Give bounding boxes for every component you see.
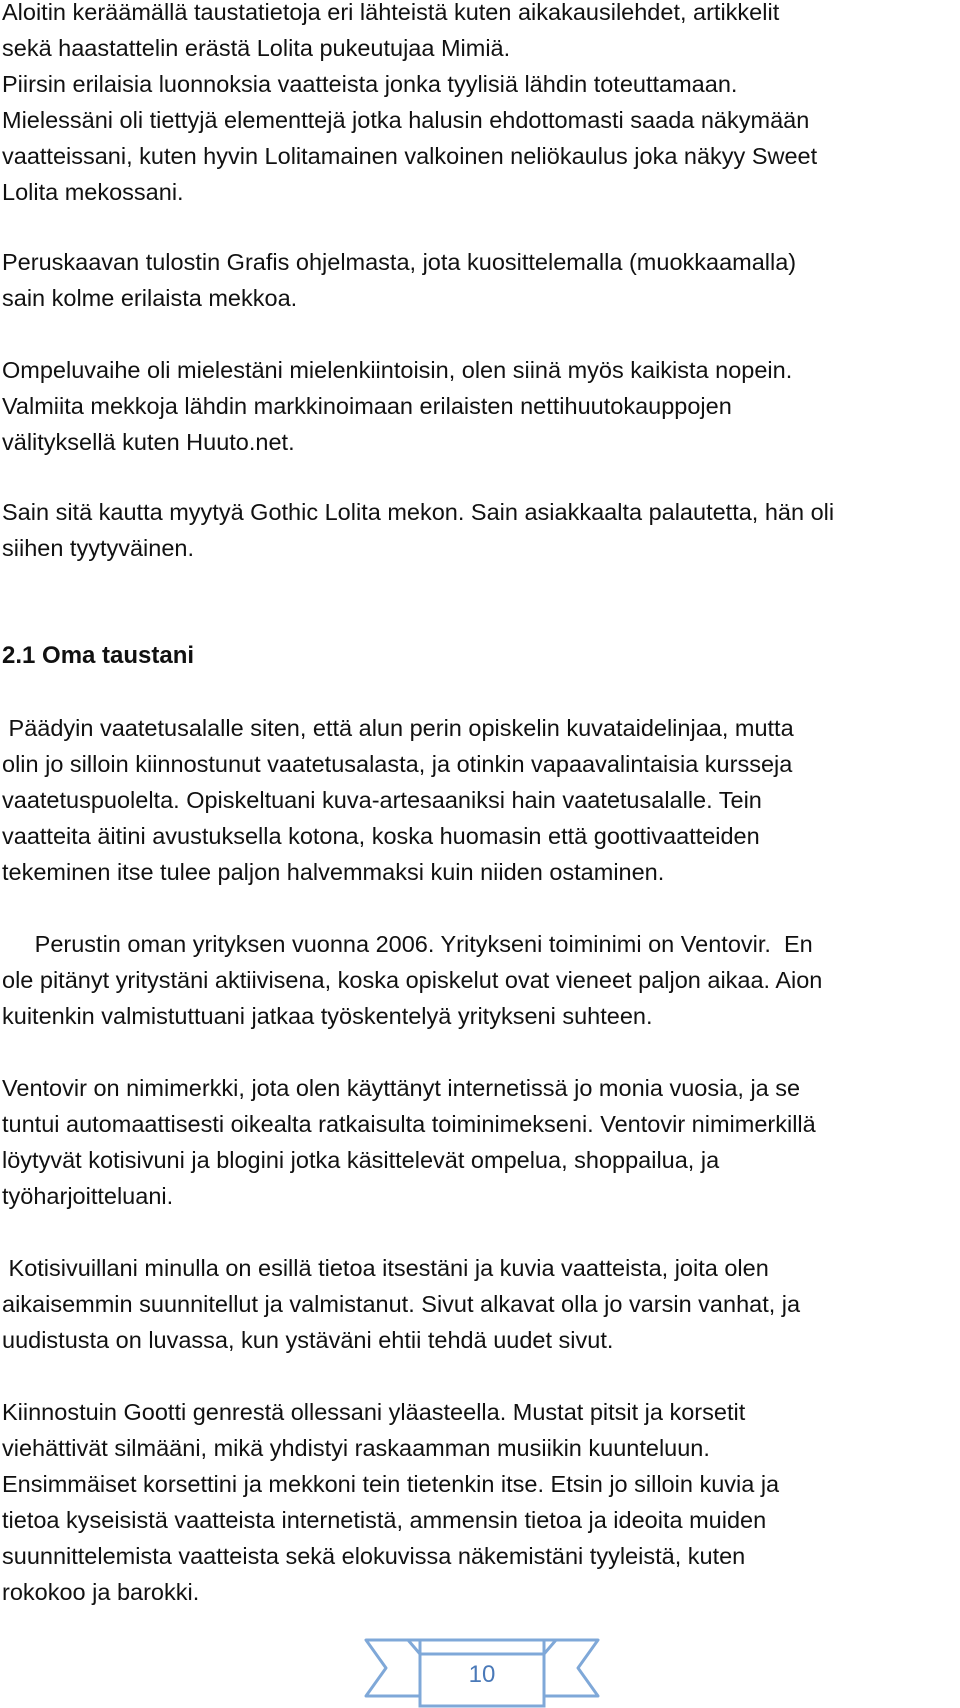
paragraph-homepage: Kotisivuillani minulla on esillä tietoa itsestäni ja kuvia vaatteista, joita olen aikaisemmin suunnitellut ja valmistanut. Sivut alkavat olla jo varsin vanhat, ja uudistusta on luvassa, kun ystäväni ehtii tehdä uudet sivut. [2,1255,801,1353]
paragraph-gothic-interest: Kiinnostuin Gootti genrestä ollessani yläasteella. Mustat pitsit ja korsetit viehättivät silmääni, mikä yhdistyi raskaamman musiikin kuunteluun. Ensimmäiset korsettini ja mekkoni tein tietenkin itse. Etsin jo silloin kuvia ja tietoa kyseisistä vaatteista internetistä, ammensin tietoa ja ideoita muiden suunnittelemista vaatteista sekä elokuvissa näkemistäni tyyleistä, kuten rokokoo ja barokki. [2,1399,780,1605]
paragraph-research: Aloitin keräämällä taustatietoja eri lähteistä kuten aikakausilehdet, artikkelit sekä haastattelin erästä Lolita pukeutujaa Mimiä. Piirsin erilaisia luonnoksia vaatteista jonka tyylisiä lähdin toteuttamaan. Mielessäni oli tiettyjä elementtejä jotka halusin ehdottomasti saada näkymään vaatteissani, kuten hyvin Lolitamainen valkoinen neliökaulus joka näkyy Sweet Lolita mekossani. [2,0,818,205]
paragraph-nickname: Ventovir on nimimerkki, jota olen käyttänyt internetissä jo monia vuosia, ja se tuntui automaattisesti oikealta ratkaisulta toiminimekseni. Ventovir nimimerkillä löytyvät kotisivuni ja blogini jotka käsittelevät ompelua, shoppailua, ja työharjoitteluani. [2,1075,816,1209]
section-heading: 2.1 Oma taustani [2,642,195,669]
paragraph-sale: Sain sitä kautta myytyä Gothic Lolita mekon. Sain asiakkaalta palautetta, hän oli siihen tyytyväinen. [2,499,835,561]
paragraph-pattern: Peruskaavan tulostin Grafis ohjelmasta, jota kuosittelemalla (muokkaamalla) sain kolme erilaista mekkoa. [2,249,797,311]
paragraph-company: Perustin oman yrityksen vuonna 2006. Yritykseni toiminimi on Ventovir. En ole pitänyt yritystäni aktiivisena, koska opiskelut ovat vieneet paljon aikaa. Aion kuitenkin valmistuttuani jatkaa työskentelyä yritykseni suhteen. [2,931,823,1029]
paragraph-sewing: Ompeluvaihe oli mielestäni mielenkiintoisin, olen siinä myös kaikista nopein. Valmiita mekkoja lähdin markkinoimaan erilaisten nettihuutokauppojen välityksellä kuten Huuto.net. [2,357,793,455]
page-number: 10 [468,1661,496,1688]
page-number-banner [364,1634,600,1708]
paragraph-background: Päädyin vaatetusalalle siten, että alun perin opiskelin kuvataidelinjaa, mutta olin jo silloin kiinnostunut vaatetusalasta, ja otinkin vapaavalintaisia kursseja vaatetuspuolelta. Opiskeltuani kuva-artesaaniksi hain vaatetusalalle. Tein vaatteita äitini avustuksella kotona, koska huomasin että goottivaatteiden tekeminen itse tulee paljon halvemmaksi kuin niiden ostaminen. [2,715,794,885]
